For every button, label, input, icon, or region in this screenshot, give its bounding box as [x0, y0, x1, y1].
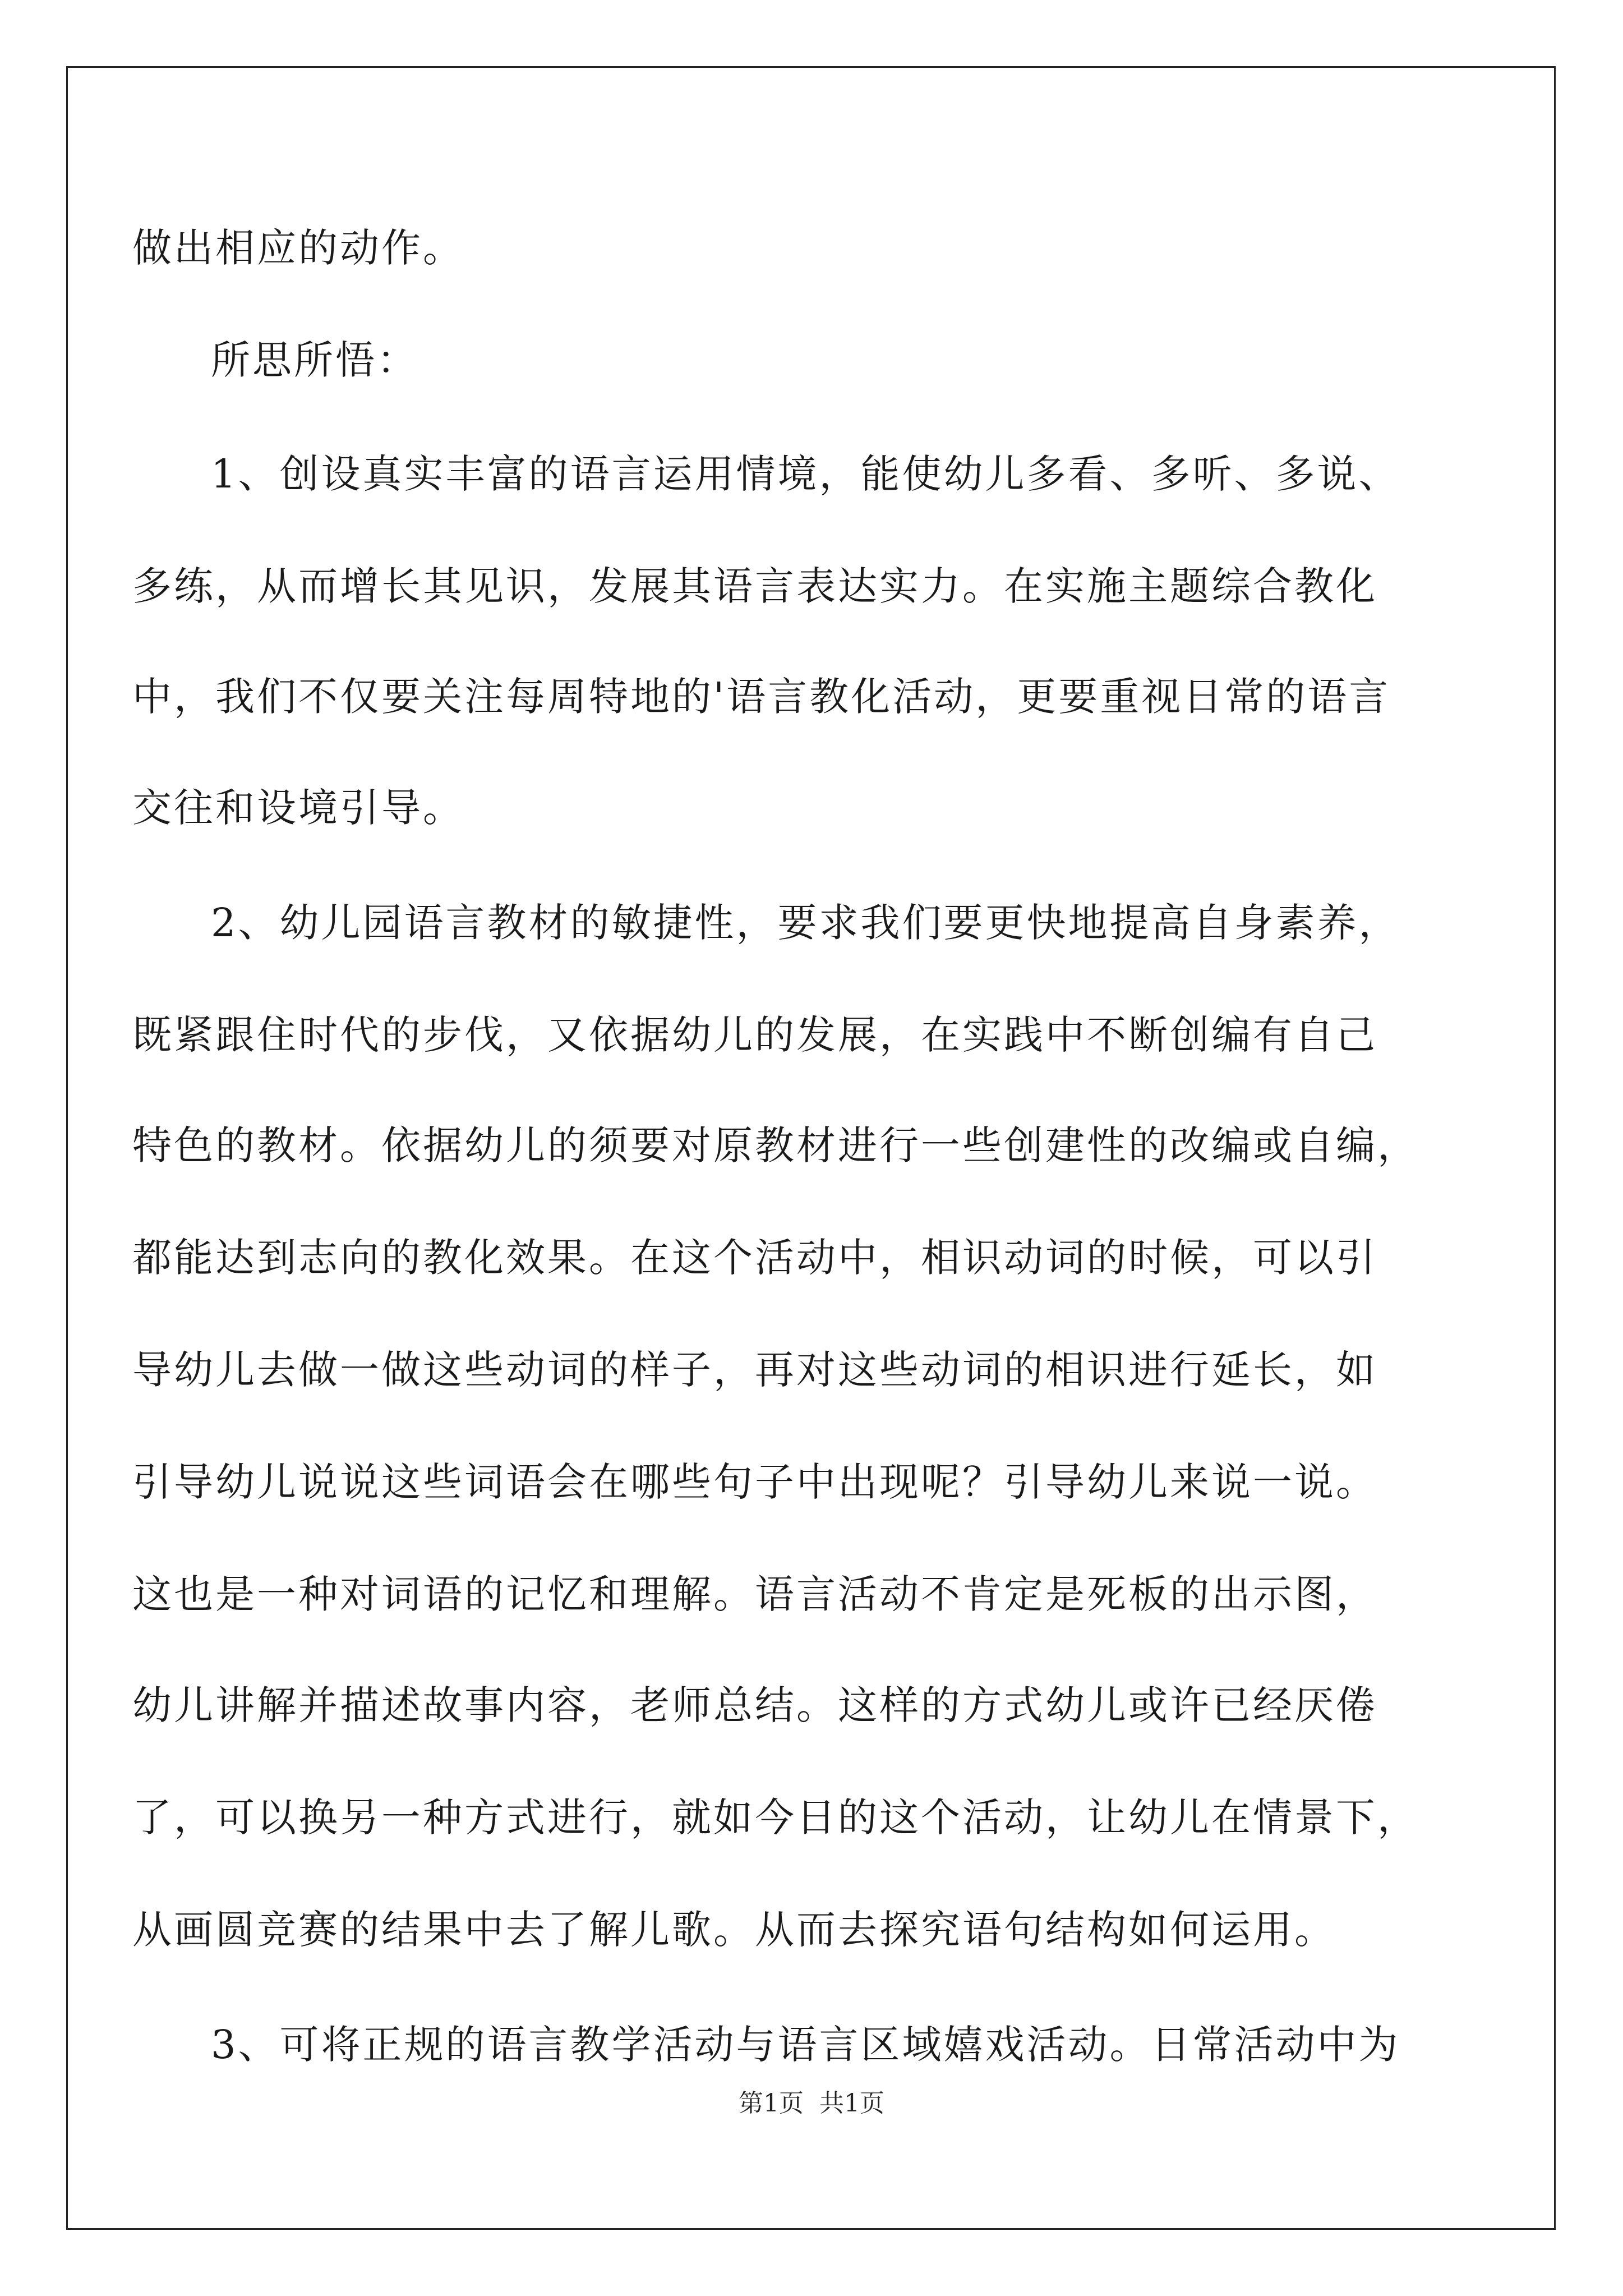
section-heading: 所思所悟： — [211, 337, 418, 383]
text-line: 导幼儿去做一做这些动词的样子，再对这些动词的相识进行延长，如 — [132, 1347, 1377, 1393]
text-line: 既紧跟住时代的步伐，又依据幼儿的发展，在实践中不断创编有自己 — [132, 1012, 1377, 1058]
page-number-total: 共1页 — [819, 2089, 884, 2118]
page-footer — [0, 2087, 1623, 2120]
text-line: 引导幼儿说说这些词语会在哪些句子中出现呢？引导幼儿来说一说。 — [132, 1459, 1377, 1505]
text-line: 1、创设真实丰富的语言运用情境，能使幼儿多看、多听、多说、 — [211, 451, 1400, 497]
text-line: 多练，从而增长其见识，发展其语言表达实力。在实施主题综合教化 — [132, 563, 1377, 609]
text-line: 这也是一种对词语的记忆和理解。语言活动不肯定是死板的出示图， — [132, 1571, 1377, 1617]
text-line: 3、可将正规的语言教学活动与语言区域嬉戏活动。日常活动中为 — [211, 2022, 1400, 2068]
text-line: 了，可以换另一种方式进行，就如今日的这个活动，让幼儿在情景下， — [132, 1795, 1419, 1841]
text-line: 做出相应的动作。 — [132, 225, 464, 271]
page-number-current: 第1页 — [739, 2089, 804, 2118]
text-line: 特色的教材。依据幼儿的须要对原教材进行一些创建性的改编或自编， — [132, 1122, 1419, 1168]
text-line: 从画圆竞赛的结果中去了解儿歌。从而去探究语句结构如何运用。 — [132, 1907, 1336, 1953]
text-line: 幼儿讲解并描述故事内容，老师总结。这样的方式幼儿或许已经厌倦 — [132, 1682, 1377, 1728]
text-line: 都能达到志向的教化效果。在这个活动中，相识动词的时候，可以引 — [132, 1235, 1377, 1281]
text-line: 中，我们不仅要关注每周特地的'语言教化活动，更要重视日常的语言 — [132, 674, 1391, 720]
text-line: 2、幼儿园语言教材的敏捷性，要求我们要更快地提高自身素养， — [211, 900, 1400, 946]
text-line: 交往和设境引导。 — [132, 785, 464, 831]
